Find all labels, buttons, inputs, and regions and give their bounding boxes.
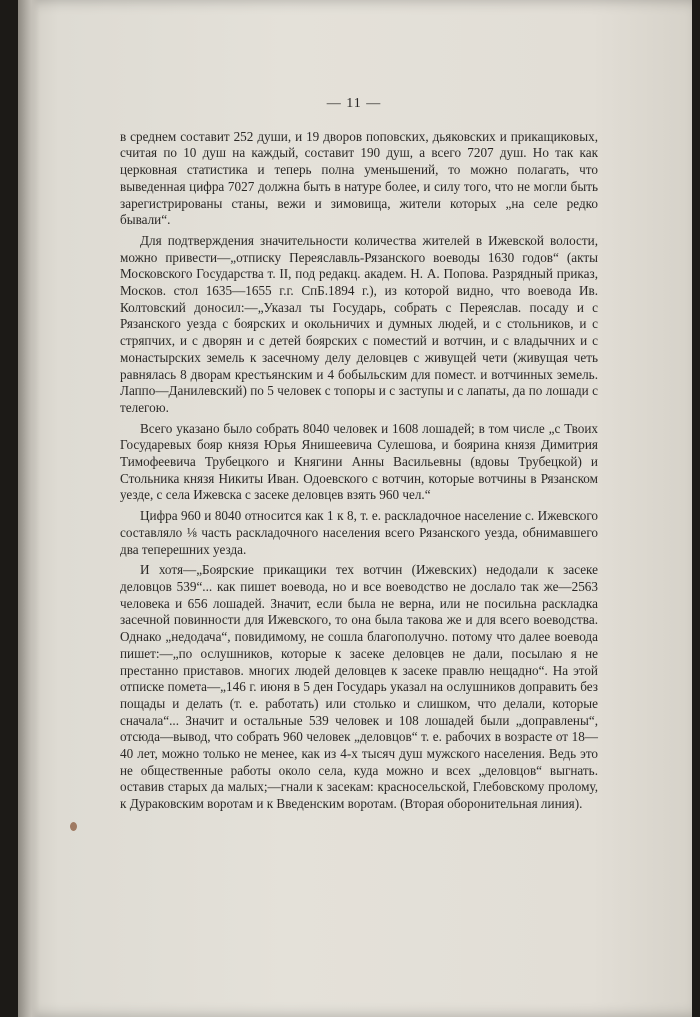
- book-page: [18, 0, 692, 1017]
- paragraph-4: Цифра 960 и 8040 относится как 1 к 8, т. е. раскладочное население с. Ижевского составляло ⅛ часть раскладочного населения всего Рязанского уезда, обнимавшего два теперешних уезда.: [120, 508, 598, 557]
- page-content: [120, 96, 598, 813]
- paragraph-5: И хотя—„Боярские прикащики тех вотчин (Ижевских) недодали к засеке деловцов 539“... как пишет воевода, но и все воеводство не дослало так же—2563 человека и 656 лошадей. Значит, если была не верна, или не посильна раскладка засечной повинности для Ижевского, то она была такова же и для всего воеводства. Однако „недодача“, повидимому, не сошла благополучно. потому что далее воевода пишет:—„по ослушников, которые к засеке деловцев не дали, посылаю я не престанно приставов. многих людей деловцев к засеке правлю нещадно“. На этой отписке помета—„146 г. июня в 5 ден Государь указал на ослушников доправить без пощады и делать (т. е. работать) или столько и слишком, что делали, которые сначала“... Значит и остальные 539 человек и 108 лошадей были „доправлены“, отсюда—вывод, что собрать 960 человек „деловцов“ т. е. рабочих в возрасте от 18—40 лет, можно только не менее, как из 4-х тысяч душ мужского населения. Ведь это не общественные работы около села, куда можно и всех „деловцов“ выгнать. оставив старых да малых;—гнали к засекам: красносельской, Глебовскому пролому, к Дураковским воротам и к Введенским воротам. (Вторая оборонительная линия).: [120, 562, 598, 812]
- page-number: — 11 —: [326, 96, 382, 111]
- paragraph-1: в среднем составит 252 души, и 19 дворов поповских, дьяковских и прикащиковых, считая по 10 душ на каждый, составит 190 душ, а всего 7207 душ. Но так как церковная статистика и теперь полна уменьшений, то можно полагать, что выведенная цифра 7027 должна быть в натуре более, и силу того, что не могли быть зарегистрированы станы, вежи и зимовища, жители которых „на селе редко бывали“.: [120, 128, 598, 228]
- paragraph-2: Для подтверждения значительности количества жителей в Ижевской волости, можно привести—„отписку Переяславль-Рязанского воеводы 1630 годов“ (акты Московского Государства т. II, под редакц. академ. Н. А. Попова. Разрядный приказ, Москов. стол 1635—1655 г.г. СпБ.1894 г.), из которой видно, что воевода Ив. Колтовский доносил:—„Указал ты Государь, собрать с Переяслав. посаду и с Рязанского уезда с боярских и окольничих и думных людей, и с стольников, и с стряпчих, и с дворян и с детей боярских с поместий и вотчин, и с владычних и с монастырских земель к засечному делу деловцев с живущей чети (живущая четь равнялась 8 дворам крестьянским и 4 бобыльским для помест. и вотчинных земель. Лаппо—Данилевский) по 5 человек с топоры и с заступы и с лапаты, да по лошади с телегою.: [120, 232, 598, 415]
- paragraph-3: Всего указано было собрать 8040 человек и 1608 лошадей; в том числе „с Твоих Государевых бояр князя Юрья Янишеевича Сулешова, и боярина князя Димитрия Тимофеевича Трубецкого и Княгини Анны Васильевны (вдовы Трубецкой) и Стольника князя Никиты Иван. Одоевского с вотчин, которые вотчины в Рязанском уезде, с села Ижевска с засеке деловцев взять 960 чел.“: [120, 420, 598, 503]
- page-fold-shadow: [18, 0, 40, 1017]
- ink-stain: [70, 822, 77, 831]
